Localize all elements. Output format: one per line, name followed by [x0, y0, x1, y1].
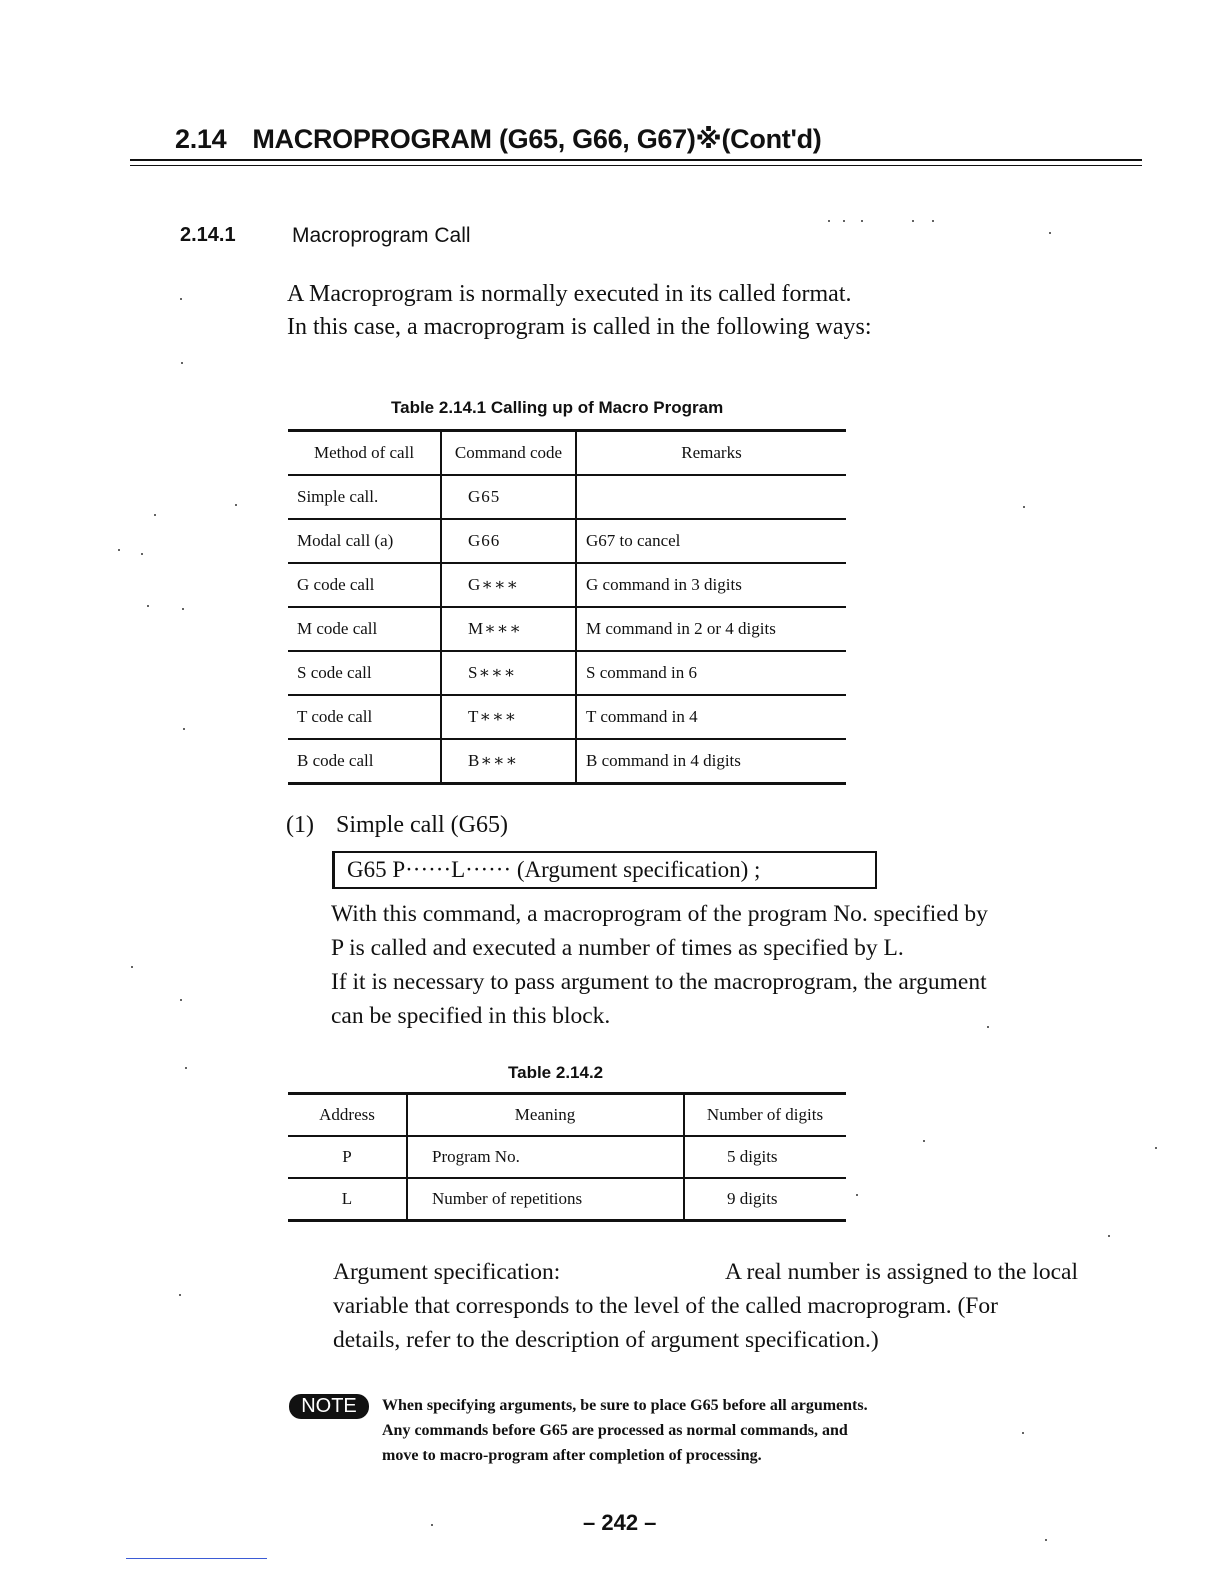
table-cell: Simple call. — [288, 475, 441, 519]
page-header — [175, 124, 821, 155]
para-line: can be specified in this block. — [331, 1003, 611, 1029]
scan-speck — [235, 504, 237, 506]
argument-spec-line-2: variable that corresponds to the level of the called macroprogram. (For — [333, 1293, 998, 1319]
scan-speck — [843, 220, 845, 222]
table-header-cell: Remarks — [681, 443, 742, 462]
simple-call-paragraph — [331, 897, 1076, 1033]
header-rule-bottom — [130, 165, 1142, 166]
table-row — [288, 563, 846, 607]
scan-speck — [182, 608, 184, 610]
table-cell: B command in 4 digits — [586, 751, 741, 770]
scan-speck — [431, 1524, 433, 1526]
table-cell: P — [288, 1136, 407, 1178]
table-cell: B code call — [288, 739, 441, 784]
table-cell: S code call — [288, 651, 441, 695]
para-line: If it is necessary to pass argument to the macroprogram, the argument — [331, 969, 987, 995]
scan-speck — [1022, 1432, 1024, 1434]
table-row — [288, 651, 846, 695]
intro-paragraph — [287, 278, 1047, 344]
argument-spec-label: Argument specification: — [333, 1259, 561, 1285]
scan-speck — [180, 999, 182, 1001]
table-cell: S command in 6 — [586, 663, 697, 682]
table-cell: L — [288, 1178, 407, 1221]
simple-call-heading — [286, 812, 508, 839]
intro-line-2: In this case, a macroprogram is called in the following ways: — [287, 314, 872, 340]
scan-speck — [131, 966, 133, 968]
table-cell: B∗∗∗ — [441, 739, 576, 784]
scan-speck — [828, 220, 830, 222]
table-header-cell: Number of digits — [706, 1105, 824, 1124]
scan-speck — [183, 728, 185, 730]
table-cell: 5 digits — [727, 1147, 778, 1166]
table-row — [288, 695, 846, 739]
table-row — [288, 1178, 846, 1221]
table-cell: G65 — [441, 475, 576, 519]
table-cell: 9 digits — [727, 1189, 778, 1208]
section-number: 2.14 — [175, 124, 227, 154]
scan-speck — [861, 220, 863, 222]
table-cell: G∗∗∗ — [441, 563, 576, 607]
table-cell: M code call — [288, 607, 441, 651]
table-header-cell: Command code — [441, 431, 576, 476]
table1-caption: Table 2.14.1 Calling up of Macro Program — [391, 398, 724, 417]
argument-spec-text: A real number is assigned to the local — [724, 1259, 1078, 1285]
argument-spec-line-1 — [333, 1255, 1078, 1289]
note-line: move to macro-program after completion of processing. — [382, 1447, 762, 1464]
table-header-cell: Address — [288, 1094, 407, 1137]
table-cell: T command in 4 — [586, 707, 698, 726]
table-row — [288, 739, 846, 784]
note-text — [382, 1393, 868, 1468]
page-number: – 242 – — [583, 1510, 657, 1535]
scan-speck — [147, 605, 149, 607]
note-badge: NOTE — [289, 1394, 369, 1419]
scan-speck — [141, 553, 143, 555]
para-line: With this command, a macroprogram of the program No. specified by — [331, 901, 988, 927]
scan-speck — [912, 220, 914, 222]
table-cell: G code call — [288, 563, 441, 607]
argument-spec-line-3: details, refer to the description of argument specification.) — [333, 1327, 879, 1353]
table-header-cell: Method of call — [288, 431, 441, 476]
table-cell: M∗∗∗ — [441, 607, 576, 651]
calling-methods-table — [288, 429, 846, 785]
argument-spec-paragraph — [333, 1255, 1078, 1357]
table-cell — [576, 475, 846, 519]
table-cell: G command in 3 digits — [586, 575, 742, 594]
table-header-row — [288, 431, 846, 476]
table2-caption: Table 2.14.2 — [508, 1063, 604, 1082]
note-line: When specifying arguments, be sure to place G65 before all arguments. — [382, 1397, 868, 1414]
scan-speck — [1023, 506, 1025, 508]
scan-speck — [181, 362, 183, 364]
scan-speck — [154, 514, 156, 516]
scan-speck — [118, 549, 120, 551]
header-rule-top — [130, 159, 1142, 161]
section-title: MACROPROGRAM (G65, G66, G67)※(Cont'd) — [252, 124, 822, 154]
bottom-link-underline — [126, 1558, 267, 1559]
table-row — [288, 607, 846, 651]
table-cell: Program No. — [407, 1136, 684, 1178]
simple-call-title: Simple call (G65) — [335, 812, 508, 838]
subsection-number: 2.14.1 — [180, 224, 236, 246]
scan-speck — [932, 220, 934, 222]
simple-call-label: (1) — [286, 812, 314, 838]
scan-speck — [180, 298, 182, 300]
table-cell: T∗∗∗ — [441, 695, 576, 739]
scan-speck — [1108, 1235, 1110, 1237]
table-header-cell: Meaning — [407, 1094, 684, 1137]
address-table — [288, 1092, 846, 1222]
table-cell: T code call — [288, 695, 441, 739]
table-cell: G66 — [441, 519, 576, 563]
scan-speck — [179, 1294, 181, 1296]
scan-speck — [1045, 1539, 1047, 1541]
scan-speck — [987, 1026, 989, 1028]
intro-line-1: A Macroprogram is normally executed in its called format. — [287, 281, 852, 307]
subsection-title: Macroprogram Call — [292, 224, 471, 247]
table-row — [288, 519, 846, 563]
command-format-box: G65 P······L······ (Argument specification) ; — [332, 851, 877, 889]
table-cell: Modal call (a) — [288, 519, 441, 563]
scan-speck — [923, 1140, 925, 1142]
note-line: Any commands before G65 are processed as normal commands, and — [382, 1422, 848, 1439]
table-cell: M command in 2 or 4 digits — [586, 619, 776, 638]
table-cell: G67 to cancel — [586, 531, 681, 550]
table-row — [288, 475, 846, 519]
scan-speck — [1049, 232, 1051, 234]
scan-speck — [856, 1194, 858, 1196]
scan-speck — [1155, 1147, 1157, 1149]
para-line: P is called and executed a number of times as specified by L. — [331, 935, 904, 961]
table-row — [288, 1136, 846, 1178]
table-cell: S∗∗∗ — [441, 651, 576, 695]
table-header-row — [288, 1094, 846, 1137]
table-cell: Number of repetitions — [407, 1178, 684, 1221]
scan-speck — [185, 1067, 187, 1069]
